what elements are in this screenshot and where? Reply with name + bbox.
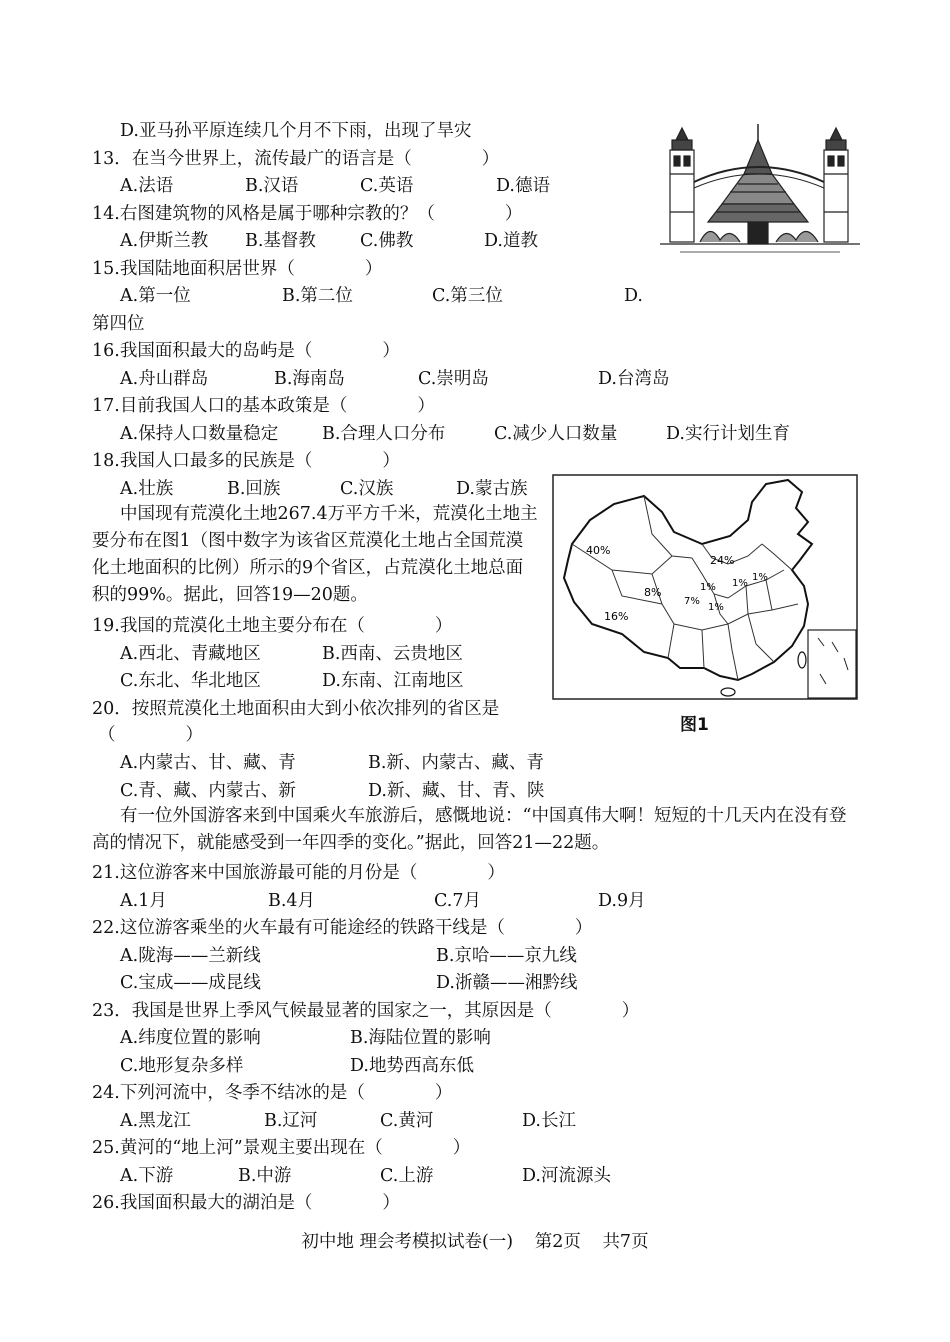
q21-option-a: A.1月 xyxy=(120,891,167,911)
map-label-2: 1% xyxy=(732,578,748,589)
q22-option-c: C.宝成——成昆线 xyxy=(120,973,261,993)
q15-option-d-continuation: 第四位 xyxy=(92,314,145,334)
q14-option-d: D.道教 xyxy=(484,231,538,251)
question-18: 18.我国人口最多的民族是（ ） xyxy=(92,451,400,471)
map-label-neimenggu: 24% xyxy=(710,554,735,567)
question-21: 21.这位游客来中国旅游最可能的月份是（ ） xyxy=(92,863,505,883)
q22-option-b: B.京哈——京九线 xyxy=(436,946,577,966)
question-15: 15.我国陆地面积居世界（ ） xyxy=(92,259,383,279)
map-label-4: 1% xyxy=(708,602,724,613)
q25-option-b: B.中游 xyxy=(238,1166,292,1186)
map-label-xizang: 16% xyxy=(604,610,629,623)
q17-option-b: B.合理人口分布 xyxy=(322,424,446,444)
footer-total-pages: 共7页 xyxy=(602,1232,649,1252)
q14-option-b: B.基督教 xyxy=(245,231,316,251)
q15-option-a: A.第一位 xyxy=(120,286,191,306)
q25-option-c: C.上游 xyxy=(380,1166,434,1186)
map-label-1: 1% xyxy=(752,572,768,583)
q22-option-d: D.浙赣——湘黔线 xyxy=(436,973,578,993)
q19-option-c: C.东北、华北地区 xyxy=(120,671,261,691)
q14-option-c: C.佛教 xyxy=(360,231,414,251)
q21-option-d: D.9月 xyxy=(598,891,646,911)
q23-option-a: A.纬度位置的影响 xyxy=(120,1028,261,1048)
map-label-qinghai: 8% xyxy=(644,586,662,599)
q19-option-d: D.东南、江南地区 xyxy=(322,671,464,691)
china-desertification-map xyxy=(552,474,858,700)
q17-option-c: C.减少人口数量 xyxy=(494,424,618,444)
south-china-sea-inset xyxy=(808,630,856,698)
q18-option-c: C.汉族 xyxy=(340,479,394,499)
page-footer xyxy=(0,1228,950,1253)
q21-option-c: C.7月 xyxy=(434,891,481,911)
question-13: 13．在当今世界上，流传最广的语言是（ ） xyxy=(92,149,500,169)
q24-option-d: D.长江 xyxy=(522,1111,576,1131)
q13-option-c: C.英语 xyxy=(360,176,414,196)
question-17: 17.目前我国人口的基本政策是（ ） xyxy=(92,396,435,416)
tourist-passage: 有一位外国游客来到中国乘火车旅游后，感慨地说：“中国真伟大啊！短短的十几天内在没有登高的情况下，就能感受到一年四季的变化。”据此，回答21—22题。 xyxy=(92,806,847,853)
q25-option-d: D.河流源头 xyxy=(522,1166,611,1186)
question-23: 23．我国是世界上季风气候最显著的国家之一，其原因是（ ） xyxy=(92,1001,640,1021)
q20-option-d: D.新、藏、甘、青、陕 xyxy=(368,781,545,801)
footer-exam-title: 初中地 理会考模拟试卷(一) xyxy=(301,1232,514,1252)
footer-page-number: 第2页 xyxy=(534,1232,581,1252)
q12-option-d: D.亚马孙平原连续几个月不下雨，出现了旱灾 xyxy=(120,121,472,141)
q13-option-a: A.法语 xyxy=(120,176,174,196)
q25-option-a: A.下游 xyxy=(120,1166,174,1186)
q18-option-a: A.壮族 xyxy=(120,479,174,499)
map-label-xinjiang: 40% xyxy=(586,544,611,557)
q20-option-c: C.青、藏、内蒙古、新 xyxy=(120,781,296,801)
q24-option-a: A.黑龙江 xyxy=(120,1111,191,1131)
q13-option-b: B.汉语 xyxy=(245,176,299,196)
q13-option-d: D.德语 xyxy=(496,176,550,196)
question-25: 25.黄河的“地上河”景观主要出现在（ ） xyxy=(92,1138,471,1158)
question-24: 24.下列河流中，冬季不结冰的是（ ） xyxy=(92,1083,453,1103)
q22-option-a: A.陇海——兰新线 xyxy=(120,946,261,966)
figure-1-caption: 图1 xyxy=(680,715,709,735)
q16-option-d: D.台湾岛 xyxy=(598,369,670,389)
q14-option-a: A.伊斯兰教 xyxy=(120,231,209,251)
map-label-gansu: 7% xyxy=(684,596,700,607)
q15-option-c: C.第三位 xyxy=(432,286,503,306)
q15-option-d: D. xyxy=(624,286,643,306)
q24-option-c: C.黄河 xyxy=(380,1111,434,1131)
desert-passage: 中国现有荒漠化土地267.4万平方千米，荒漠化土地主要分布在图1（图中数字为该省区荒漠化土地占全国荒漠化土地面积的比例）所示的9个省区，占荒漠化土地总面积的99%。据此，回答19—20题。 xyxy=(92,504,538,605)
q24-option-b: B.辽河 xyxy=(264,1111,318,1131)
q23-option-b: B.海陆位置的影响 xyxy=(350,1028,491,1048)
q20-option-a: A.内蒙古、甘、藏、青 xyxy=(120,753,296,773)
q16-option-a: A.舟山群岛 xyxy=(120,369,209,389)
question-22: 22.这位游客乘坐的火车最有可能途经的铁路干线是（ ） xyxy=(92,918,593,938)
q15-option-b: B.第二位 xyxy=(282,286,353,306)
question-16: 16.我国面积最大的岛屿是（ ） xyxy=(92,341,400,361)
pagoda-building-illustration xyxy=(660,122,860,258)
q16-option-b: B.海南岛 xyxy=(274,369,345,389)
q18-option-b: B.回族 xyxy=(227,479,281,499)
q16-option-c: C.崇明岛 xyxy=(418,369,489,389)
q20-option-b: B.新、内蒙古、藏、青 xyxy=(368,753,544,773)
question-20: 20．按照荒漠化土地面积由大到小依次排列的省区是 xyxy=(92,699,500,719)
q19-option-a: A.西北、青藏地区 xyxy=(120,644,261,664)
q21-option-b: B.4月 xyxy=(268,891,316,911)
q18-option-d: D.蒙古族 xyxy=(456,479,528,499)
question-14: 14.右图建筑物的风格是属于哪种宗教的？（ ） xyxy=(92,204,523,224)
question-26: 26.我国面积最大的湖泊是（ ） xyxy=(92,1193,400,1213)
q17-option-d: D.实行计划生育 xyxy=(666,424,790,444)
q19-option-b: B.西南、云贵地区 xyxy=(322,644,463,664)
question-20-blank: （ ） xyxy=(98,725,203,745)
question-19: 19.我国的荒漠化土地主要分布在（ ） xyxy=(92,616,453,636)
q17-option-a: A.保持人口数量稳定 xyxy=(120,424,279,444)
map-label-3: 1% xyxy=(700,582,716,593)
q23-option-d: D.地势西高东低 xyxy=(350,1056,474,1076)
q23-option-c: C.地形复杂多样 xyxy=(120,1056,244,1076)
